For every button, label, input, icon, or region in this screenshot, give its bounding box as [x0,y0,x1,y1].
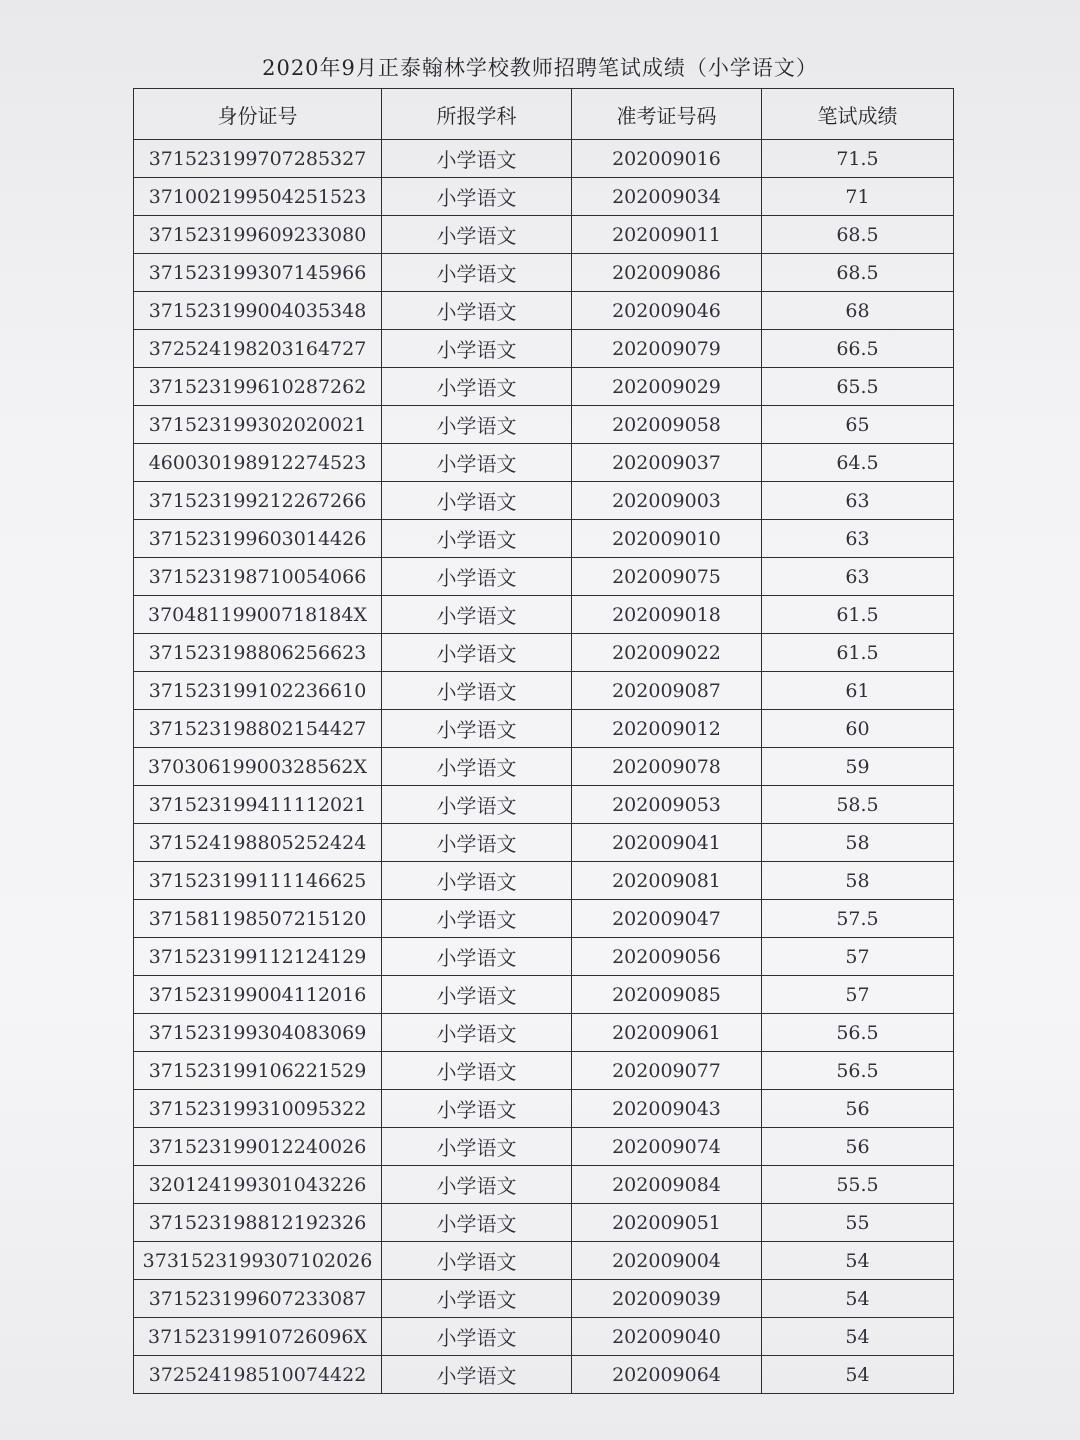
exam-ticket-cell: 202009064 [572,1356,762,1394]
score-cell: 63 [762,520,954,558]
score-cell: 56.5 [762,1014,954,1052]
table-row [134,216,954,254]
score-cell: 71 [762,178,954,216]
score-cell: 61 [762,672,954,710]
subject-cell: 小学语文 [382,786,572,824]
exam-ticket-cell: 202009010 [572,520,762,558]
exam-ticket-cell: 202009074 [572,1128,762,1166]
exam-ticket-cell: 202009012 [572,710,762,748]
id-number-cell: 371523198710054066 [134,558,382,596]
table-row [134,482,954,520]
score-cell: 56 [762,1128,954,1166]
score-cell: 71.5 [762,140,954,178]
subject-cell: 小学语文 [382,406,572,444]
exam-ticket-cell: 202009056 [572,938,762,976]
exam-ticket-cell: 202009086 [572,254,762,292]
score-cell: 68.5 [762,216,954,254]
id-number-cell: 371523199310095322 [134,1090,382,1128]
exam-ticket-cell: 202009041 [572,824,762,862]
table-body [134,140,954,1394]
score-cell: 64.5 [762,444,954,482]
id-number-cell: 37048119900718184X [134,596,382,634]
table-row [134,976,954,1014]
score-cell: 54 [762,1356,954,1394]
id-number-cell: 37152319910726096X [134,1318,382,1356]
id-number-cell: 371523199302020021 [134,406,382,444]
subject-cell: 小学语文 [382,368,572,406]
table-row [134,634,954,672]
id-number-cell: 320124199301043226 [134,1166,382,1204]
subject-cell: 小学语文 [382,520,572,558]
table-row [134,1090,954,1128]
id-number-cell: 371523199411112021 [134,786,382,824]
id-number-cell: 371523199111146625 [134,862,382,900]
score-cell: 58 [762,862,954,900]
table-row [134,558,954,596]
subject-cell: 小学语文 [382,292,572,330]
score-cell: 54 [762,1242,954,1280]
table-row [134,1052,954,1090]
table-row [134,900,954,938]
subject-cell: 小学语文 [382,1280,572,1318]
score-cell: 58.5 [762,786,954,824]
score-cell: 55 [762,1204,954,1242]
score-cell: 58 [762,824,954,862]
score-cell: 61.5 [762,634,954,672]
subject-cell: 小学语文 [382,672,572,710]
table-row [134,178,954,216]
subject-cell: 小学语文 [382,748,572,786]
header-written-score: 笔试成绩 [762,89,954,140]
subject-cell: 小学语文 [382,482,572,520]
id-number-cell: 371523199212267266 [134,482,382,520]
exam-ticket-cell: 202009079 [572,330,762,368]
subject-cell: 小学语文 [382,1128,572,1166]
subject-cell: 小学语文 [382,1356,572,1394]
table-row [134,1356,954,1394]
table-row [134,748,954,786]
id-number-cell: 460030198912274523 [134,444,382,482]
table-row [134,1014,954,1052]
subject-cell: 小学语文 [382,178,572,216]
subject-cell: 小学语文 [382,938,572,976]
table-row [134,1204,954,1242]
score-cell: 55.5 [762,1166,954,1204]
id-number-cell: 3731523199307102026 [134,1242,382,1280]
score-cell: 63 [762,482,954,520]
score-cell: 57.5 [762,900,954,938]
exam-ticket-cell: 202009022 [572,634,762,672]
subject-cell: 小学语文 [382,1318,572,1356]
table-row [134,1280,954,1318]
scores-table [133,88,954,1394]
subject-cell: 小学语文 [382,824,572,862]
table-row [134,444,954,482]
score-cell: 57 [762,976,954,1014]
score-cell: 54 [762,1280,954,1318]
exam-ticket-cell: 202009040 [572,1318,762,1356]
table-row [134,672,954,710]
score-cell: 60 [762,710,954,748]
table-row [134,406,954,444]
table-row [134,938,954,976]
exam-ticket-cell: 202009011 [572,216,762,254]
exam-ticket-cell: 202009053 [572,786,762,824]
id-number-cell: 371523199112124129 [134,938,382,976]
header-subject: 所报学科 [382,89,572,140]
table-row [134,862,954,900]
subject-cell: 小学语文 [382,1052,572,1090]
exam-ticket-cell: 202009037 [572,444,762,482]
id-number-cell: 371523199102236610 [134,672,382,710]
exam-ticket-cell: 202009075 [572,558,762,596]
score-cell: 65.5 [762,368,954,406]
id-number-cell: 371523199304083069 [134,1014,382,1052]
score-cell: 61.5 [762,596,954,634]
subject-cell: 小学语文 [382,976,572,1014]
subject-cell: 小学语文 [382,710,572,748]
table-row [134,824,954,862]
subject-cell: 小学语文 [382,140,572,178]
document-title: 2020年9月正泰翰林学校教师招聘笔试成绩（小学语文） [262,56,818,80]
score-cell: 66.5 [762,330,954,368]
exam-ticket-cell: 202009016 [572,140,762,178]
subject-cell: 小学语文 [382,558,572,596]
id-number-cell: 371523198802154427 [134,710,382,748]
exam-ticket-cell: 202009051 [572,1204,762,1242]
exam-ticket-cell: 202009003 [572,482,762,520]
score-cell: 57 [762,938,954,976]
header-id-number: 身份证号 [134,89,382,140]
exam-ticket-cell: 202009018 [572,596,762,634]
subject-cell: 小学语文 [382,1204,572,1242]
table-row [134,1166,954,1204]
id-number-cell: 371523199609233080 [134,216,382,254]
exam-ticket-cell: 202009087 [572,672,762,710]
score-cell: 54 [762,1318,954,1356]
subject-cell: 小学语文 [382,634,572,672]
table-row [134,368,954,406]
exam-ticket-cell: 202009034 [572,178,762,216]
table-row [134,596,954,634]
score-cell: 65 [762,406,954,444]
id-number-cell: 372524198510074422 [134,1356,382,1394]
exam-ticket-cell: 202009085 [572,976,762,1014]
table-row [134,1318,954,1356]
id-number-cell: 371523199707285327 [134,140,382,178]
table-row [134,254,954,292]
table-row [134,710,954,748]
id-number-cell: 371523199004035348 [134,292,382,330]
subject-cell: 小学语文 [382,1090,572,1128]
id-number-cell: 371523199603014426 [134,520,382,558]
score-cell: 59 [762,748,954,786]
exam-ticket-cell: 202009039 [572,1280,762,1318]
table-header-row [134,89,954,140]
subject-cell: 小学语文 [382,254,572,292]
id-number-cell: 37030619900328562X [134,748,382,786]
exam-ticket-cell: 202009077 [572,1052,762,1090]
score-cell: 56 [762,1090,954,1128]
exam-ticket-cell: 202009084 [572,1166,762,1204]
id-number-cell: 371523199012240026 [134,1128,382,1166]
subject-cell: 小学语文 [382,216,572,254]
exam-ticket-cell: 202009061 [572,1014,762,1052]
id-number-cell: 371002199504251523 [134,178,382,216]
subject-cell: 小学语文 [382,444,572,482]
score-cell: 63 [762,558,954,596]
exam-ticket-cell: 202009043 [572,1090,762,1128]
table-row [134,292,954,330]
header-exam-ticket: 准考证号码 [572,89,762,140]
exam-ticket-cell: 202009078 [572,748,762,786]
subject-cell: 小学语文 [382,862,572,900]
exam-ticket-cell: 202009046 [572,292,762,330]
score-cell: 68.5 [762,254,954,292]
id-number-cell: 371523198812192326 [134,1204,382,1242]
table-row [134,140,954,178]
subject-cell: 小学语文 [382,900,572,938]
exam-ticket-cell: 202009058 [572,406,762,444]
exam-ticket-cell: 202009029 [572,368,762,406]
id-number-cell: 371523199004112016 [134,976,382,1014]
subject-cell: 小学语文 [382,1242,572,1280]
table-row [134,1242,954,1280]
exam-ticket-cell: 202009081 [572,862,762,900]
exam-ticket-cell: 202009047 [572,900,762,938]
id-number-cell: 371523199106221529 [134,1052,382,1090]
table-row [134,1128,954,1166]
score-cell: 56.5 [762,1052,954,1090]
id-number-cell: 372524198203164727 [134,330,382,368]
subject-cell: 小学语文 [382,596,572,634]
score-cell: 68 [762,292,954,330]
table-row [134,330,954,368]
subject-cell: 小学语文 [382,330,572,368]
id-number-cell: 371523198806256623 [134,634,382,672]
id-number-cell: 371523199607233087 [134,1280,382,1318]
subject-cell: 小学语文 [382,1166,572,1204]
id-number-cell: 371524198805252424 [134,824,382,862]
id-number-cell: 371523199610287262 [134,368,382,406]
table-row [134,786,954,824]
id-number-cell: 371523199307145966 [134,254,382,292]
subject-cell: 小学语文 [382,1014,572,1052]
exam-ticket-cell: 202009004 [572,1242,762,1280]
id-number-cell: 371581198507215120 [134,900,382,938]
table-row [134,520,954,558]
